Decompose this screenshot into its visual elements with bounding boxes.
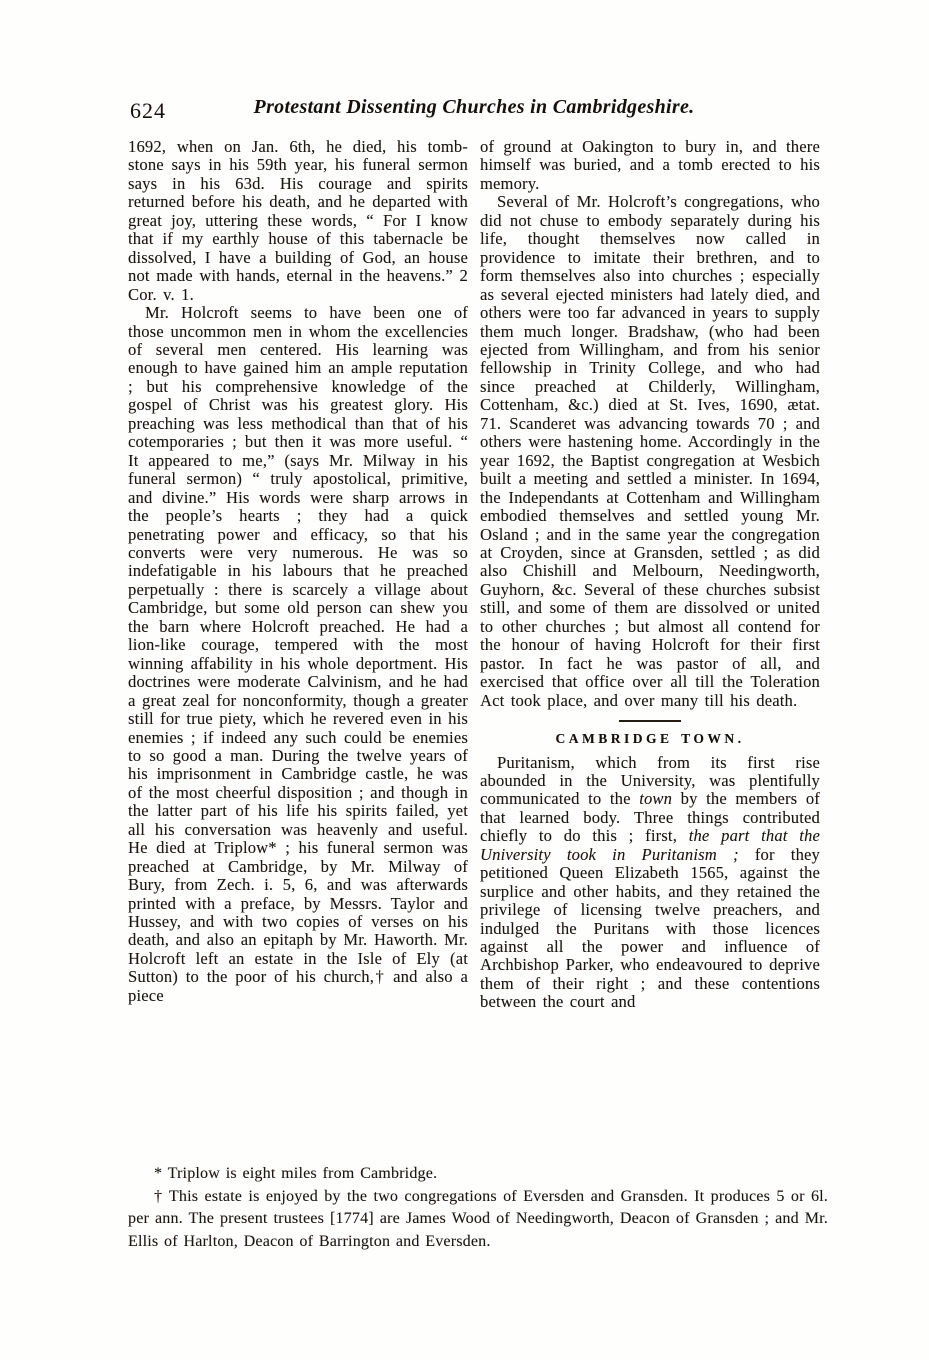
text-columns [128, 138, 820, 1146]
footnote-estate: † This estate is enjoyed by the two congregations of Eversden and Gransden. It produces 5 or 6l. per ann. The present trustees [1774] are James Wood of Needingworth, Deacon of Gransden ; and Mr. Ellis of Harlton, Deacon of Barrington and Eversden. [128, 1187, 828, 1250]
footnote-triplow: * Triplow is eight miles from Cambridge. [154, 1165, 438, 1182]
left-column [128, 138, 468, 1146]
section-heading-cambridge-town: CAMBRIDGE TOWN. [555, 731, 745, 747]
paragraph-puritanism [480, 754, 820, 1012]
right-column [480, 138, 820, 1146]
italic-text-town: town [639, 789, 673, 809]
page-header [128, 96, 820, 126]
text-segment: by the members of that learned body. Three things contributed chiefly to do this ; first, [480, 789, 820, 846]
running-title: Protestant Dissenting Churches in Cambridgeshire. [253, 96, 695, 118]
text-segment: Puritanism, which from its first rise abounded in the University, was plentifully communicated to the [480, 752, 820, 809]
page-number: 624 [130, 98, 166, 123]
text-segment: for they petitioned Queen Elizabeth 1565, against the surplice and other habits, and they retained the privilege of licensing twelve preachers, and indulged the Puritans with those licences against all the power and influence of Archbishop Parker, who endeavoured to deprive them of their right ; and these contentions between the court and [480, 844, 820, 1012]
paragraph-holcroft-character: Mr. Holcroft seems to have been one of those uncommon men in whom the excellencies of several men centered. His learning was enough to have gained him an ample reputation ; but his comprehensive knowledge of the gospel of Christ was his greatest glory. His preaching was less methodical than that of his cotemporaries ; but then it was more useful. “ It appeared to me,” (says Mr. Milway in his funeral sermon) “ truly apostolical, primitive, and divine.” His words were sharp arrows in the people’s hearts ; they had a quick penetrating power and efficacy, so that his converts were very numerous. He was so indefatigable in his labours that he preached perpetually : there is scarcely a village about Cambridge, but some old person can shew you the barn where Holcroft preached. He had a lion-like courage, tempered with the most winning affability in his whole deportment. His doctrines were moderate Calvinism, and he had a great zeal for nonconformity, though a greater still for true piety, which he revered even in his enemies ; if indeed any such could be enemies to so good a man. During the twelve years of his imprisonment in Cambridge castle, he was of the most cheerful disposition ; and though in the latter part of his life his spirits failed, yet all his conversation was heavenly and useful. He died at Triplow* ; his funeral sermon was preached at Cambridge, by Mr. Milway of Bury, from Zech. i. 5, 6, and was afterwards printed with a preface, by Messrs. Taylor and Hussey, and with two copies of verses on his death, and also an epitaph by Mr. Haworth. Mr. Holcroft left an estate in the Isle of Ely (at Sutton) to the poor of his church,† and also a piece [128, 303, 468, 1005]
section-divider-rule [619, 720, 681, 722]
footnotes-section [128, 1163, 828, 1253]
paragraph-congregations: Several of Mr. Holcroft’s congregations, who did not chuse to embody separately during his life, thought themselves now called in providence to imitate their brethren, and to form themselves also into churches ; especially as several ejected ministers had lately died, and others were too far advanced in years to supply them much longer. Bradshaw, (who had been ejected from Willingham, and from his senior fellowship in Trinity College, and who had since preached at Childerly, Willingham, Cottenham, &c.) died at St. Ives, 1690, ætat. 71. Scanderet was advancing towards 70 ; and others were hastening home. Accordingly in the year 1692, the Baptist congregation at Wesbich built a meeting and settled a minister. In 1694, the Independants at Cottenham and Willingham embodied themselves and settled young Mr. Osland ; and in the same year the congregation at Croyden, since at Gransden, settled ; as did also Chishill and Melbourn, Needingworth, Guyhorn, &c. Several of these churches subsist still, and some of them are dissolved or united to other churches ; but almost all contend for the honour of having Holcroft for their first pastor. In fact he was pastor of all, and exercised that office over all till the Toleration Act took place, and over many till his death. [480, 192, 820, 710]
paragraph-holcroft-character-continued: of ground at Oakington to bury in, and there himself was buried, and a tomb erected to his memory. [480, 138, 820, 193]
paragraph-death-1692: 1692, when on Jan. 6th, he died, his tomb-stone says in his 59th year, his funeral sermon says in his 63d. His courage and spirits returned before his death, and he departed with great joy, uttering these words, “ For I know that if my earthly house of this tabernacle be dissolved, I have a building of God, an house not made with hands, eternal in the heavens.” 2 Cor. v. 1. [128, 138, 468, 304]
italic-text-university-took: the part that the University took in Puritanism ; [480, 826, 820, 864]
